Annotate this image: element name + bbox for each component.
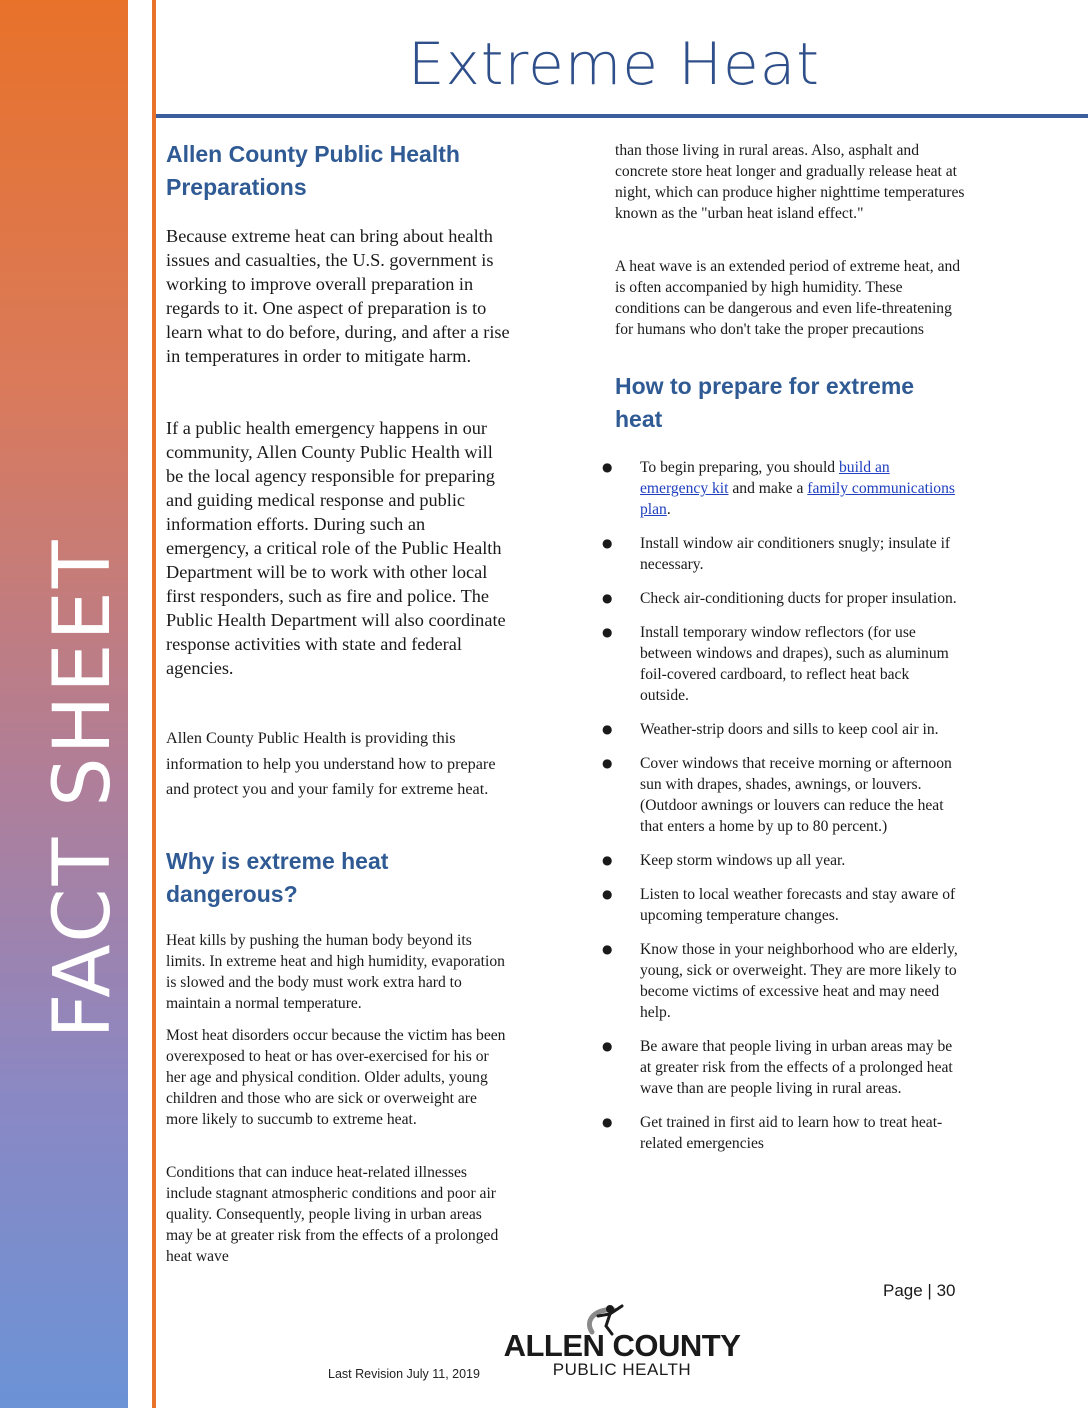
bullet-dot-icon: ●: [602, 591, 613, 605]
bullet-dot-icon: ●: [602, 625, 613, 639]
list-item: [602, 939, 960, 1023]
bullet-text: Install temporary window reflectors (for use between windows and drapes), such as aluminum foil-covered cardboard, to reflect heat back outside.: [640, 624, 949, 704]
list-item: [602, 1112, 960, 1154]
bullet-dot-icon: ●: [602, 756, 613, 770]
heading-how-to-prepare: How to prepare for extreme heat: [615, 373, 915, 432]
para-preparation-intro: Because extreme heat can bring about health issues and casualties, the U.S. government is working to improve overall preparation in regards to it. One aspect of preparation is to learn what to do before, during, and after a rise in temperatures in order to mitigate harm.: [166, 226, 510, 366]
bullet-text: .: [666, 501, 671, 518]
para-providing-info: Allen County Public Health is providing this information to help you understand how to prepare and protect you and your family for extreme heat.: [166, 729, 496, 798]
bullet-dot-icon: ●: [602, 722, 613, 736]
para-conditions: Conditions that can induce heat-related illnesses include stagnant atmospheric conditions and poor air quality. Consequently, people living in urban areas may be at greater risk from the effects of a prolonged heat wave: [166, 1164, 499, 1265]
page-number: Page | 30: [883, 1281, 956, 1300]
emergency-kit-link[interactable]: build an emergency kit: [640, 459, 890, 497]
bullet-dot-icon: ●: [602, 536, 613, 550]
bullet-dot-icon: ●: [602, 887, 613, 901]
bullet-text: Weather-strip doors and sills to keep cool air in.: [640, 721, 939, 738]
bullet-dot-icon: ●: [602, 853, 613, 867]
list-item: [602, 622, 960, 706]
bullet-text: Install window air conditioners snugly; insulate if necessary.: [640, 535, 951, 573]
bullet-text: Be aware that people living in urban areas may be at greater risk from the effects of a prolonged heat wave than are people living in rural areas.: [640, 1038, 953, 1097]
list-item: [602, 588, 960, 609]
bullet-text: Keep storm windows up all year.: [640, 852, 846, 869]
fact-sheet-label: FACT SHEET: [38, 537, 128, 1039]
bullet-text: Check air-conditioning ducts for proper insulation.: [640, 590, 957, 607]
list-item: [602, 753, 960, 837]
allen-county-logo: [482, 1302, 762, 1382]
bullet-dot-icon: ●: [602, 942, 613, 956]
para-heat-disorders: Most heat disorders occur because the victim has been overexposed to heat or has over-exercised for his or her age and physical condition. Older adults, young children and those who are sick or overweight are more likely to succumb to extreme heat.: [166, 1027, 506, 1128]
orange-divider: [152, 0, 156, 1408]
list-item: [602, 850, 960, 871]
bullet-text: Listen to local weather forecasts and stay aware of upcoming temperature changes.: [640, 886, 956, 924]
bullet-text: and make a: [728, 480, 808, 497]
page-title: Extreme Heat: [407, 30, 820, 98]
para-heat-wave: A heat wave is an extended period of extreme heat, and is often accompanied by high humidity. These conditions can be dangerous and even life-threatening for humans who don't take the proper precautions: [615, 258, 961, 338]
bullet-dot-icon: ●: [602, 1115, 613, 1129]
logo-subtitle: PUBLIC HEALTH: [552, 1360, 692, 1379]
heading-preparations: Allen County Public Health Preparations: [166, 141, 460, 200]
para-urban-heat: than those living in rural areas. Also, asphalt and concrete store heat longer and gradually release heat at night, which can produce higher nighttime temperatures known as the "urban heat island effect.": [615, 142, 965, 222]
list-item: [602, 719, 960, 740]
prepare-list: [602, 457, 960, 1167]
list-item: [602, 533, 960, 575]
list-item: [602, 884, 960, 926]
heading-dangerous: Why is extreme heat dangerous?: [166, 848, 389, 907]
sidebar-banner: [0, 0, 128, 1408]
bullet-text: Cover windows that receive morning or afternoon sun with drapes, shades, awnings, or louvers. (Outdoor awnings or louvers can reduce the heat that enters a home by up to 80 percent.): [640, 755, 952, 835]
bullet-text: Get trained in first aid to learn how to treat heat-related emergencies: [640, 1114, 943, 1152]
bullet-dot-icon: ●: [602, 460, 613, 474]
title-rule: [156, 114, 1088, 118]
bullet-text: To begin preparing, you should: [640, 459, 839, 476]
bullet-dot-icon: ●: [602, 1039, 613, 1053]
para-emergency-role: If a public health emergency happens in our community, Allen County Public Health will be the local agency responsible for preparing and guiding medical response and public information efforts. During such an emergency, a critical role of the Public Health Department will be to work with other local first responders, such as fire and police. The Public Health Department will also coordinate response activities with state and federal agencies.: [166, 418, 506, 678]
bullet-text: Know those in your neighborhood who are elderly, young, sick or overweight. They are more likely to become victims of excessive heat and may need help.: [640, 941, 958, 1021]
revision-date: Last Revision July 11, 2019: [328, 1367, 480, 1381]
list-item: [602, 1036, 960, 1099]
communications-plan-link[interactable]: family communications plan: [640, 480, 955, 518]
para-heat-kills: Heat kills by pushing the human body beyond its limits. In extreme heat and high humidity, evaporation is slowed and the body must work extra hard to maintain a normal temperature.: [166, 932, 505, 1012]
logo-name: ALLEN COUNTY: [503, 1328, 741, 1363]
list-item: [602, 457, 960, 520]
